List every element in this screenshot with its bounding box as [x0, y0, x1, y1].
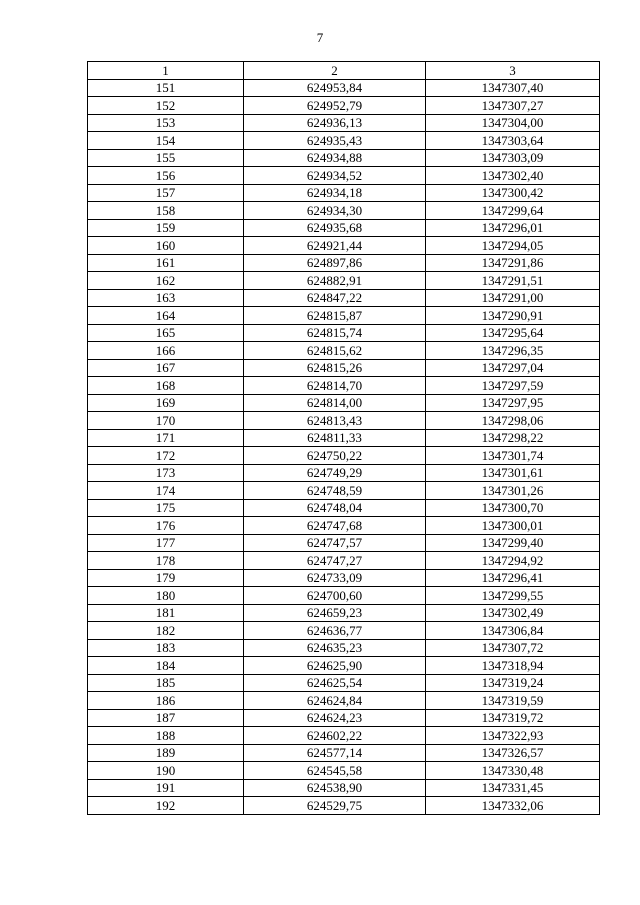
cell-point-number: 176 [88, 517, 244, 535]
table-row [88, 324, 600, 342]
table-row [88, 569, 600, 587]
cell-x: 624529,75 [244, 797, 426, 815]
table-row [88, 202, 600, 220]
header-cell-point-number: 1 [88, 62, 244, 80]
cell-point-number: 185 [88, 674, 244, 692]
cell-y: 1347297,04 [426, 359, 600, 377]
cell-x: 624577,14 [244, 744, 426, 762]
cell-x: 624897,86 [244, 254, 426, 272]
cell-x: 624747,57 [244, 534, 426, 552]
cell-x: 624625,90 [244, 657, 426, 675]
cell-point-number: 177 [88, 534, 244, 552]
table-row [88, 149, 600, 167]
cell-point-number: 155 [88, 149, 244, 167]
header-cell-y: 3 [426, 62, 600, 80]
cell-point-number: 162 [88, 272, 244, 290]
cell-x: 624953,84 [244, 79, 426, 97]
table-row [88, 132, 600, 150]
cell-y: 1347296,01 [426, 219, 600, 237]
cell-point-number: 168 [88, 377, 244, 395]
cell-y: 1347302,40 [426, 167, 600, 185]
cell-x: 624750,22 [244, 447, 426, 465]
table-row [88, 114, 600, 132]
cell-x: 624815,74 [244, 324, 426, 342]
table-row [88, 237, 600, 255]
cell-point-number: 188 [88, 727, 244, 745]
cell-x: 624814,70 [244, 377, 426, 395]
table-row [88, 727, 600, 745]
cell-point-number: 167 [88, 359, 244, 377]
cell-y: 1347296,35 [426, 342, 600, 360]
header-row [88, 62, 600, 80]
cell-point-number: 163 [88, 289, 244, 307]
cell-y: 1347299,40 [426, 534, 600, 552]
table-row [88, 359, 600, 377]
cell-y: 1347303,64 [426, 132, 600, 150]
cell-point-number: 153 [88, 114, 244, 132]
table-row [88, 377, 600, 395]
table-row [88, 517, 600, 535]
table-row [88, 534, 600, 552]
cell-y: 1347290,91 [426, 307, 600, 325]
cell-x: 624815,26 [244, 359, 426, 377]
cell-y: 1347301,26 [426, 482, 600, 500]
cell-y: 1347307,72 [426, 639, 600, 657]
cell-point-number: 180 [88, 587, 244, 605]
table-row [88, 184, 600, 202]
cell-y: 1347291,51 [426, 272, 600, 290]
cell-y: 1347303,09 [426, 149, 600, 167]
table-row [88, 709, 600, 727]
header-cell-x: 2 [244, 62, 426, 80]
cell-x: 624813,43 [244, 412, 426, 430]
cell-x: 624815,87 [244, 307, 426, 325]
cell-point-number: 181 [88, 604, 244, 622]
cell-point-number: 175 [88, 499, 244, 517]
cell-y: 1347302,49 [426, 604, 600, 622]
cell-x: 624934,30 [244, 202, 426, 220]
cell-y: 1347322,93 [426, 727, 600, 745]
cell-point-number: 179 [88, 569, 244, 587]
cell-y: 1347319,24 [426, 674, 600, 692]
table-row [88, 167, 600, 185]
cell-point-number: 191 [88, 779, 244, 797]
cell-point-number: 156 [88, 167, 244, 185]
table-row [88, 797, 600, 815]
cell-point-number: 173 [88, 464, 244, 482]
cell-y: 1347319,72 [426, 709, 600, 727]
table-row [88, 762, 600, 780]
cell-point-number: 159 [88, 219, 244, 237]
table-row [88, 587, 600, 605]
cell-point-number: 178 [88, 552, 244, 570]
cell-y: 1347300,70 [426, 499, 600, 517]
table-body [88, 79, 600, 814]
table-row [88, 79, 600, 97]
cell-x: 624815,62 [244, 342, 426, 360]
cell-y: 1347306,84 [426, 622, 600, 640]
cell-x: 624952,79 [244, 97, 426, 115]
cell-x: 624814,00 [244, 394, 426, 412]
cell-y: 1347297,59 [426, 377, 600, 395]
cell-point-number: 172 [88, 447, 244, 465]
cell-x: 624936,13 [244, 114, 426, 132]
cell-y: 1347294,05 [426, 237, 600, 255]
cell-point-number: 190 [88, 762, 244, 780]
cell-x: 624934,18 [244, 184, 426, 202]
cell-y: 1347298,22 [426, 429, 600, 447]
cell-x: 624747,68 [244, 517, 426, 535]
table-row [88, 639, 600, 657]
table-row [88, 289, 600, 307]
cell-x: 624935,68 [244, 219, 426, 237]
table-row [88, 429, 600, 447]
cell-y: 1347300,42 [426, 184, 600, 202]
table-row [88, 464, 600, 482]
cell-y: 1347307,40 [426, 79, 600, 97]
cell-point-number: 169 [88, 394, 244, 412]
cell-x: 624636,77 [244, 622, 426, 640]
cell-y: 1347301,61 [426, 464, 600, 482]
cell-x: 624749,29 [244, 464, 426, 482]
cell-point-number: 174 [88, 482, 244, 500]
cell-y: 1347294,92 [426, 552, 600, 570]
coordinates-table [87, 61, 600, 815]
cell-y: 1347295,64 [426, 324, 600, 342]
table-row [88, 254, 600, 272]
cell-point-number: 189 [88, 744, 244, 762]
cell-point-number: 160 [88, 237, 244, 255]
cell-x: 624934,52 [244, 167, 426, 185]
cell-x: 624602,22 [244, 727, 426, 745]
cell-point-number: 157 [88, 184, 244, 202]
table-row [88, 622, 600, 640]
cell-point-number: 184 [88, 657, 244, 675]
table-row [88, 744, 600, 762]
cell-x: 624811,33 [244, 429, 426, 447]
table-row [88, 394, 600, 412]
cell-x: 624659,23 [244, 604, 426, 622]
cell-x: 624747,27 [244, 552, 426, 570]
cell-x: 624921,44 [244, 237, 426, 255]
cell-y: 1347304,00 [426, 114, 600, 132]
cell-y: 1347331,45 [426, 779, 600, 797]
cell-x: 624748,59 [244, 482, 426, 500]
cell-x: 624625,54 [244, 674, 426, 692]
cell-point-number: 165 [88, 324, 244, 342]
cell-x: 624538,90 [244, 779, 426, 797]
cell-x: 624934,88 [244, 149, 426, 167]
cell-y: 1347291,00 [426, 289, 600, 307]
table-row [88, 219, 600, 237]
cell-y: 1347307,27 [426, 97, 600, 115]
cell-x: 624624,84 [244, 692, 426, 710]
cell-point-number: 158 [88, 202, 244, 220]
cell-x: 624733,09 [244, 569, 426, 587]
cell-y: 1347299,64 [426, 202, 600, 220]
cell-point-number: 164 [88, 307, 244, 325]
table-row [88, 604, 600, 622]
cell-y: 1347298,06 [426, 412, 600, 430]
cell-x: 624700,60 [244, 587, 426, 605]
cell-y: 1347330,48 [426, 762, 600, 780]
cell-point-number: 171 [88, 429, 244, 447]
table-row [88, 307, 600, 325]
page-number: 7 [316, 30, 324, 45]
cell-x: 624935,43 [244, 132, 426, 150]
table-row [88, 342, 600, 360]
table-row [88, 412, 600, 430]
cell-y: 1347300,01 [426, 517, 600, 535]
cell-point-number: 192 [88, 797, 244, 815]
table-row [88, 692, 600, 710]
cell-point-number: 151 [88, 79, 244, 97]
table-row [88, 482, 600, 500]
table-row [88, 499, 600, 517]
cell-x: 624624,23 [244, 709, 426, 727]
cell-x: 624635,23 [244, 639, 426, 657]
cell-y: 1347332,06 [426, 797, 600, 815]
cell-y: 1347296,41 [426, 569, 600, 587]
cell-y: 1347299,55 [426, 587, 600, 605]
cell-point-number: 187 [88, 709, 244, 727]
cell-point-number: 152 [88, 97, 244, 115]
cell-point-number: 154 [88, 132, 244, 150]
table-row [88, 97, 600, 115]
cell-y: 1347297,95 [426, 394, 600, 412]
cell-x: 624545,58 [244, 762, 426, 780]
cell-x: 624882,91 [244, 272, 426, 290]
cell-point-number: 183 [88, 639, 244, 657]
table-row [88, 657, 600, 675]
cell-point-number: 166 [88, 342, 244, 360]
cell-y: 1347319,59 [426, 692, 600, 710]
cell-y: 1347301,74 [426, 447, 600, 465]
cell-y: 1347318,94 [426, 657, 600, 675]
table-row [88, 447, 600, 465]
cell-y: 1347291,86 [426, 254, 600, 272]
table-header [88, 62, 600, 80]
cell-point-number: 161 [88, 254, 244, 272]
cell-point-number: 186 [88, 692, 244, 710]
cell-x: 624748,04 [244, 499, 426, 517]
cell-point-number: 170 [88, 412, 244, 430]
table-row [88, 272, 600, 290]
table-row [88, 779, 600, 797]
cell-x: 624847,22 [244, 289, 426, 307]
cell-point-number: 182 [88, 622, 244, 640]
table-row [88, 674, 600, 692]
table-row [88, 552, 600, 570]
cell-y: 1347326,57 [426, 744, 600, 762]
